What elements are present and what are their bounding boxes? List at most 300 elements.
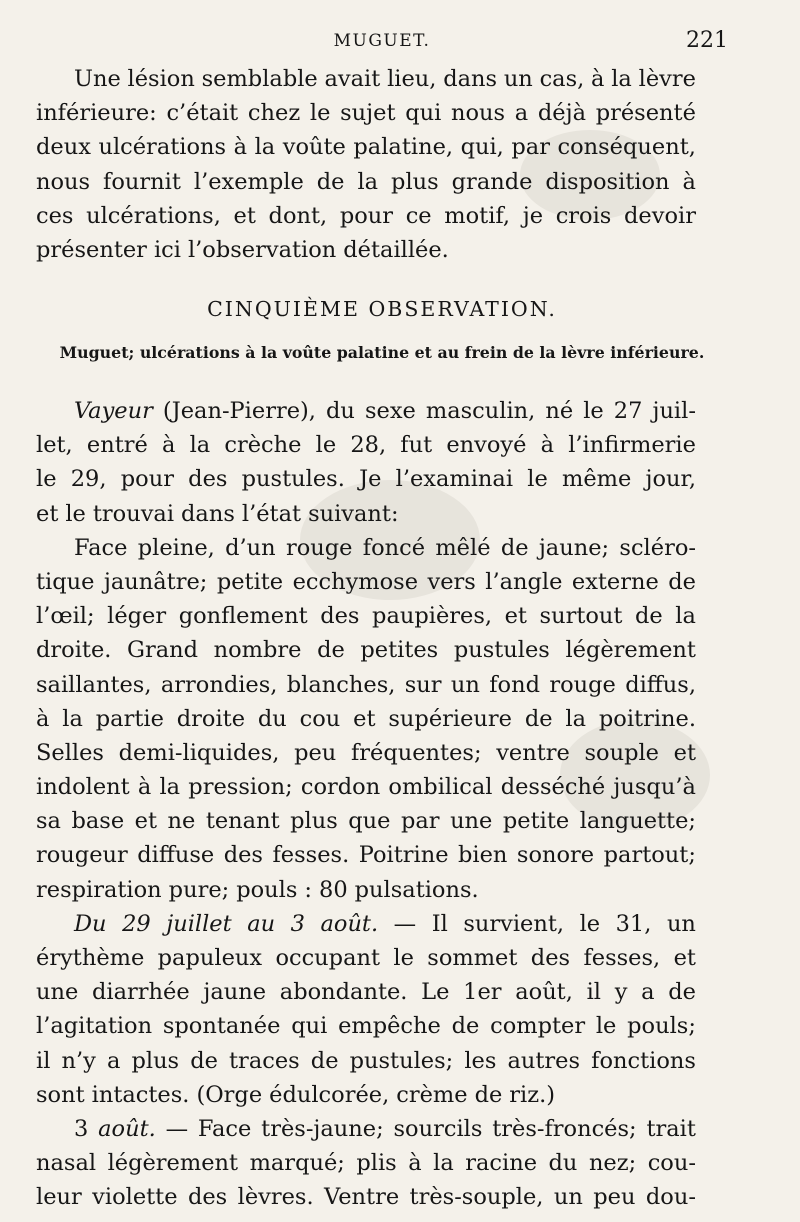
word: Face (74, 534, 128, 561)
word: de (317, 637, 345, 664)
word: jaunâtre; (103, 568, 208, 595)
word: qui, (460, 134, 504, 161)
text-line (36, 462, 696, 496)
word: paupières, (372, 603, 493, 630)
word: nous (450, 100, 506, 127)
word: et (134, 808, 158, 835)
word: à (682, 168, 696, 195)
text-line (36, 497, 696, 531)
word: fonctions (591, 1047, 696, 1074)
word: 3 (74, 1115, 89, 1142)
word: 1er (463, 979, 502, 1006)
word: grande (451, 168, 533, 195)
word: 3 (290, 910, 305, 937)
word: pustules; (349, 1047, 454, 1074)
word: ulcérations (98, 134, 227, 161)
word: violette (92, 1184, 178, 1211)
word: desséché (500, 774, 606, 801)
word: les (464, 1047, 497, 1074)
word: cou (299, 705, 341, 732)
word: Vayeur (74, 398, 153, 424)
text-line (36, 975, 696, 1009)
word: deux (36, 134, 91, 161)
text-line (36, 1112, 696, 1146)
word: leur (36, 1184, 82, 1211)
word: déjà (537, 100, 586, 127)
word: occupant (275, 945, 381, 971)
word: de (524, 705, 553, 732)
word: Il (431, 910, 448, 937)
word: août. (98, 1115, 156, 1142)
observation-body (36, 394, 696, 1215)
word: l’exemple (193, 168, 304, 195)
word: la (565, 705, 587, 732)
word: très-souple, (409, 1184, 544, 1211)
word: de (190, 1047, 218, 1074)
word: le (583, 398, 604, 424)
observation-heading: CINQUIÈME OBSERVATION. (207, 297, 557, 321)
word: né (545, 398, 574, 424)
word: respiration (36, 876, 162, 903)
word: la (159, 774, 181, 801)
word: des (530, 945, 571, 971)
word: des (187, 1184, 228, 1211)
word: voûte (282, 134, 346, 161)
text-line (36, 838, 696, 872)
word: le (393, 945, 414, 971)
word: base (71, 808, 125, 835)
word: fréquentes; (350, 739, 482, 766)
word: rouge (549, 671, 616, 698)
word: fesses. (272, 842, 350, 869)
word: dont, (268, 202, 328, 229)
word: devoir (624, 202, 696, 229)
word: des (188, 466, 228, 493)
word: présenter (36, 236, 147, 263)
word: du (326, 398, 355, 424)
text-line (36, 1180, 696, 1214)
word: 28, (350, 432, 387, 459)
word: ecchymose (292, 568, 419, 595)
word: et (673, 945, 696, 971)
word: le (527, 466, 548, 493)
word: plus (290, 808, 338, 835)
word: — (165, 1115, 189, 1142)
word: : (304, 876, 312, 903)
word: par (400, 808, 440, 835)
word: l’état (241, 500, 302, 527)
word: pleine, (137, 534, 215, 561)
word: et (233, 202, 256, 229)
word: pour (339, 202, 394, 229)
word: masculin, (425, 398, 536, 424)
word: droite. (36, 637, 112, 664)
word: Du (74, 910, 107, 937)
word: jaune (203, 979, 267, 1006)
word: cou- (647, 1150, 696, 1177)
word: le (315, 432, 337, 459)
word: inférieure: (36, 100, 157, 127)
word: pure; (168, 876, 230, 903)
word: scléro- (619, 534, 696, 561)
word: intactes. (91, 1081, 190, 1108)
word: bien (458, 842, 508, 869)
word: la (62, 705, 83, 732)
word: crème (396, 1081, 468, 1108)
word: plus (391, 168, 439, 195)
word: compter (490, 1013, 586, 1040)
word: érythème (36, 945, 145, 971)
word: et (673, 739, 696, 766)
text-line (36, 633, 696, 667)
word: détaillée. (343, 236, 449, 263)
word: le (65, 500, 86, 527)
word: l’agitation (36, 1013, 153, 1040)
word: l’examinai (395, 466, 514, 493)
word: y (614, 979, 628, 1006)
text-line (36, 531, 696, 565)
text-line (36, 599, 696, 633)
word: indolent (36, 774, 130, 801)
text-line (36, 199, 696, 233)
word: dans (181, 500, 235, 527)
word: peu (294, 739, 337, 766)
text-line (36, 130, 696, 164)
word: languette; (579, 808, 696, 835)
word: petite (216, 568, 284, 595)
word: une (36, 979, 79, 1006)
word: chez (247, 100, 301, 127)
text-line (36, 1146, 696, 1180)
word: crois (555, 202, 612, 229)
word: empêche (338, 1013, 441, 1040)
word: fesses, (583, 945, 661, 971)
word: de (474, 1081, 503, 1108)
text-line (36, 428, 696, 462)
word: août, (515, 979, 573, 1006)
word: de (451, 1013, 480, 1040)
word: une (450, 808, 493, 835)
word: suivant: (308, 500, 399, 527)
word: ombilical (388, 774, 493, 801)
word: pulsations. (354, 876, 479, 903)
word: sa (36, 808, 61, 835)
text-line (36, 907, 696, 941)
word: motif, (444, 202, 511, 229)
word: nombre (213, 637, 302, 664)
word: à (137, 774, 152, 801)
word: et (36, 500, 59, 527)
intro-paragraph (36, 62, 696, 267)
word: a (514, 100, 529, 127)
word: l’observation (187, 236, 337, 263)
word: qui (291, 1013, 328, 1040)
word: un (553, 1184, 583, 1211)
word: nez; (588, 1150, 637, 1177)
word: poitrine. (598, 705, 696, 732)
word: diffus, (625, 671, 696, 698)
word: sont (36, 1081, 85, 1108)
word: a (106, 1047, 121, 1074)
word: même (561, 466, 632, 493)
word: peu (593, 1184, 636, 1211)
word: Je (359, 466, 382, 493)
word: tique (36, 568, 95, 595)
word: 27 (613, 398, 643, 424)
word: ici (153, 236, 181, 263)
word: partie (95, 705, 164, 732)
word: sexe (364, 398, 416, 424)
word: vers (427, 568, 476, 595)
word: mêlé (435, 534, 491, 561)
word: l’infirmerie (568, 432, 696, 459)
page-header (36, 28, 728, 58)
word: avait (324, 66, 381, 92)
word: rougeur (36, 842, 128, 869)
word: pouls (236, 876, 298, 903)
word: droite (176, 705, 246, 732)
word: gonflement (178, 603, 308, 630)
word: supérieure (388, 705, 512, 732)
word: 29 (122, 910, 151, 937)
text-line (36, 565, 696, 599)
word: août. (320, 910, 379, 937)
word: ce (405, 202, 432, 229)
text-line (36, 165, 696, 199)
word: léger (107, 603, 167, 630)
word: ces (36, 202, 74, 229)
word: (Jean-Pierre), (162, 398, 316, 424)
word: au (247, 910, 276, 937)
word: jaune; (538, 534, 610, 561)
word: de (500, 534, 529, 561)
word: ne (167, 808, 196, 835)
word: traces (229, 1047, 300, 1074)
word: disposition (545, 168, 670, 195)
word: papuleux (157, 945, 263, 971)
word: ulcérations, (86, 202, 221, 229)
word: lèvre (638, 66, 696, 92)
word: Grand (127, 637, 199, 664)
word: dans (443, 66, 498, 92)
word: pustules (453, 637, 550, 664)
text-line (36, 96, 696, 130)
word: la (357, 168, 379, 195)
word: n’y (61, 1047, 96, 1074)
word: racine (465, 1150, 538, 1177)
word: cas, (539, 66, 585, 92)
word: autres (507, 1047, 581, 1074)
word: lieu, (387, 66, 437, 92)
word: sourcils (393, 1115, 483, 1142)
text-line (36, 941, 696, 975)
word: diffuse (137, 842, 215, 869)
word: le (36, 466, 57, 493)
text-line (36, 1078, 696, 1112)
word: petites (360, 637, 439, 664)
running-title: MUGUET. (333, 31, 431, 51)
word: juillet (166, 910, 232, 937)
word: (Orge (196, 1081, 263, 1108)
word: la (611, 66, 632, 92)
word: sommet (427, 945, 518, 971)
word: trait (646, 1115, 696, 1142)
word: il (586, 979, 601, 1006)
word: sujet (340, 100, 396, 127)
word: lèvres. (237, 1184, 314, 1211)
word: externe (571, 568, 659, 595)
word: fond (489, 671, 540, 698)
word: à (540, 432, 555, 459)
word: un (503, 66, 533, 92)
text-line (36, 233, 696, 267)
word: qui (405, 100, 442, 127)
word: conséquent, (557, 134, 696, 161)
word: semblable (201, 66, 318, 92)
word: un (450, 671, 480, 698)
word: fournit (103, 168, 181, 195)
word: du (257, 705, 287, 732)
word: que (348, 808, 391, 835)
text-line (36, 873, 696, 907)
word: et (353, 705, 376, 732)
word: de (310, 1047, 339, 1074)
word: légèrement (107, 1150, 239, 1177)
word: de (316, 168, 345, 195)
word: de (668, 979, 696, 1006)
text-line (36, 702, 696, 736)
word: petite (502, 808, 570, 835)
word: Selles (36, 739, 104, 766)
word: de (635, 603, 663, 630)
word: juil- (652, 398, 696, 424)
word: a (641, 979, 655, 1006)
word: foncé (362, 534, 426, 561)
word: Ventre (324, 1184, 400, 1211)
word: saillantes, (36, 671, 152, 698)
word: riz.) (509, 1081, 556, 1108)
word: 80 (319, 876, 348, 903)
word: survient, (463, 910, 565, 937)
word: ventre (496, 739, 570, 766)
word: très-froncés; (492, 1115, 637, 1142)
word: la (189, 432, 211, 459)
word: à (36, 705, 50, 732)
word: plis (356, 1150, 397, 1177)
word: pouls; (627, 1013, 696, 1040)
text-line (36, 804, 696, 838)
word: très-jaune; (261, 1115, 384, 1142)
word: blanches, (286, 671, 396, 698)
word: rouge (285, 534, 353, 561)
word: souple (584, 739, 659, 766)
word: jusqu’à (613, 774, 696, 801)
word: d’un (225, 534, 276, 561)
text-line (36, 1009, 696, 1043)
text-line (36, 1044, 696, 1078)
text-line (36, 62, 696, 96)
word: légèrement (565, 637, 696, 664)
word: l’œil; (36, 603, 95, 630)
text-line (36, 394, 696, 428)
word: fut (400, 432, 433, 459)
word: pustules. (241, 466, 345, 493)
word: à (408, 1150, 422, 1177)
word: marqué; (249, 1150, 345, 1177)
page-number: 221 (686, 28, 728, 53)
word: surtout (539, 603, 623, 630)
word: édulcorée, (269, 1081, 390, 1108)
word: abondante. (279, 979, 408, 1006)
word: let, (36, 432, 73, 459)
word: arrondies, (160, 671, 278, 698)
word: dou- (645, 1184, 696, 1211)
word: crèche (224, 432, 302, 459)
word: de (668, 568, 696, 595)
word: des (320, 603, 360, 630)
word: il (36, 1047, 51, 1074)
word: c’était (166, 100, 239, 127)
word: pour (120, 466, 174, 493)
word: le (579, 910, 601, 937)
word: sonore (516, 842, 595, 869)
word: je (522, 202, 544, 229)
word: — (393, 910, 417, 937)
text-line (36, 668, 696, 702)
word: nous (36, 168, 91, 195)
word: l’angle (485, 568, 563, 595)
word: à (591, 66, 605, 92)
word: présenté (595, 100, 696, 127)
word: et (504, 603, 527, 630)
word: Le (421, 979, 450, 1006)
word: pression; (188, 774, 293, 801)
word: envoyé (446, 432, 527, 459)
word: plus (131, 1047, 180, 1074)
word: nasal (36, 1150, 97, 1177)
word: des (223, 842, 263, 869)
word: entré (86, 432, 148, 459)
text-line (36, 770, 696, 804)
word: le (595, 1013, 617, 1040)
word: le (309, 100, 331, 127)
word: jour, (645, 466, 696, 493)
text-line (36, 736, 696, 770)
word: la (433, 1150, 454, 1177)
word: lésion (127, 66, 195, 92)
word: à (161, 432, 176, 459)
word: Poitrine (358, 842, 449, 869)
word: cordon (300, 774, 381, 801)
word: Face (197, 1115, 252, 1142)
word: diarrhée (92, 979, 190, 1006)
word: trouvai (92, 500, 175, 527)
word: sur (404, 671, 442, 698)
word: spontanée (162, 1013, 281, 1040)
word: la (675, 603, 696, 630)
word: à (233, 134, 248, 161)
word: Une (74, 66, 121, 92)
word: palatine, (353, 134, 454, 161)
word: du (548, 1150, 578, 1177)
word: un (666, 910, 696, 937)
word: demi-liquides, (118, 739, 280, 766)
word: tenant (205, 808, 280, 835)
observation-subtitle: Muguet; ulcérations à la voûte palatine et au frein de la lèvre inférieure. (59, 343, 705, 362)
word: par (511, 134, 550, 161)
word: la (254, 134, 276, 161)
word: 31, (615, 910, 652, 937)
